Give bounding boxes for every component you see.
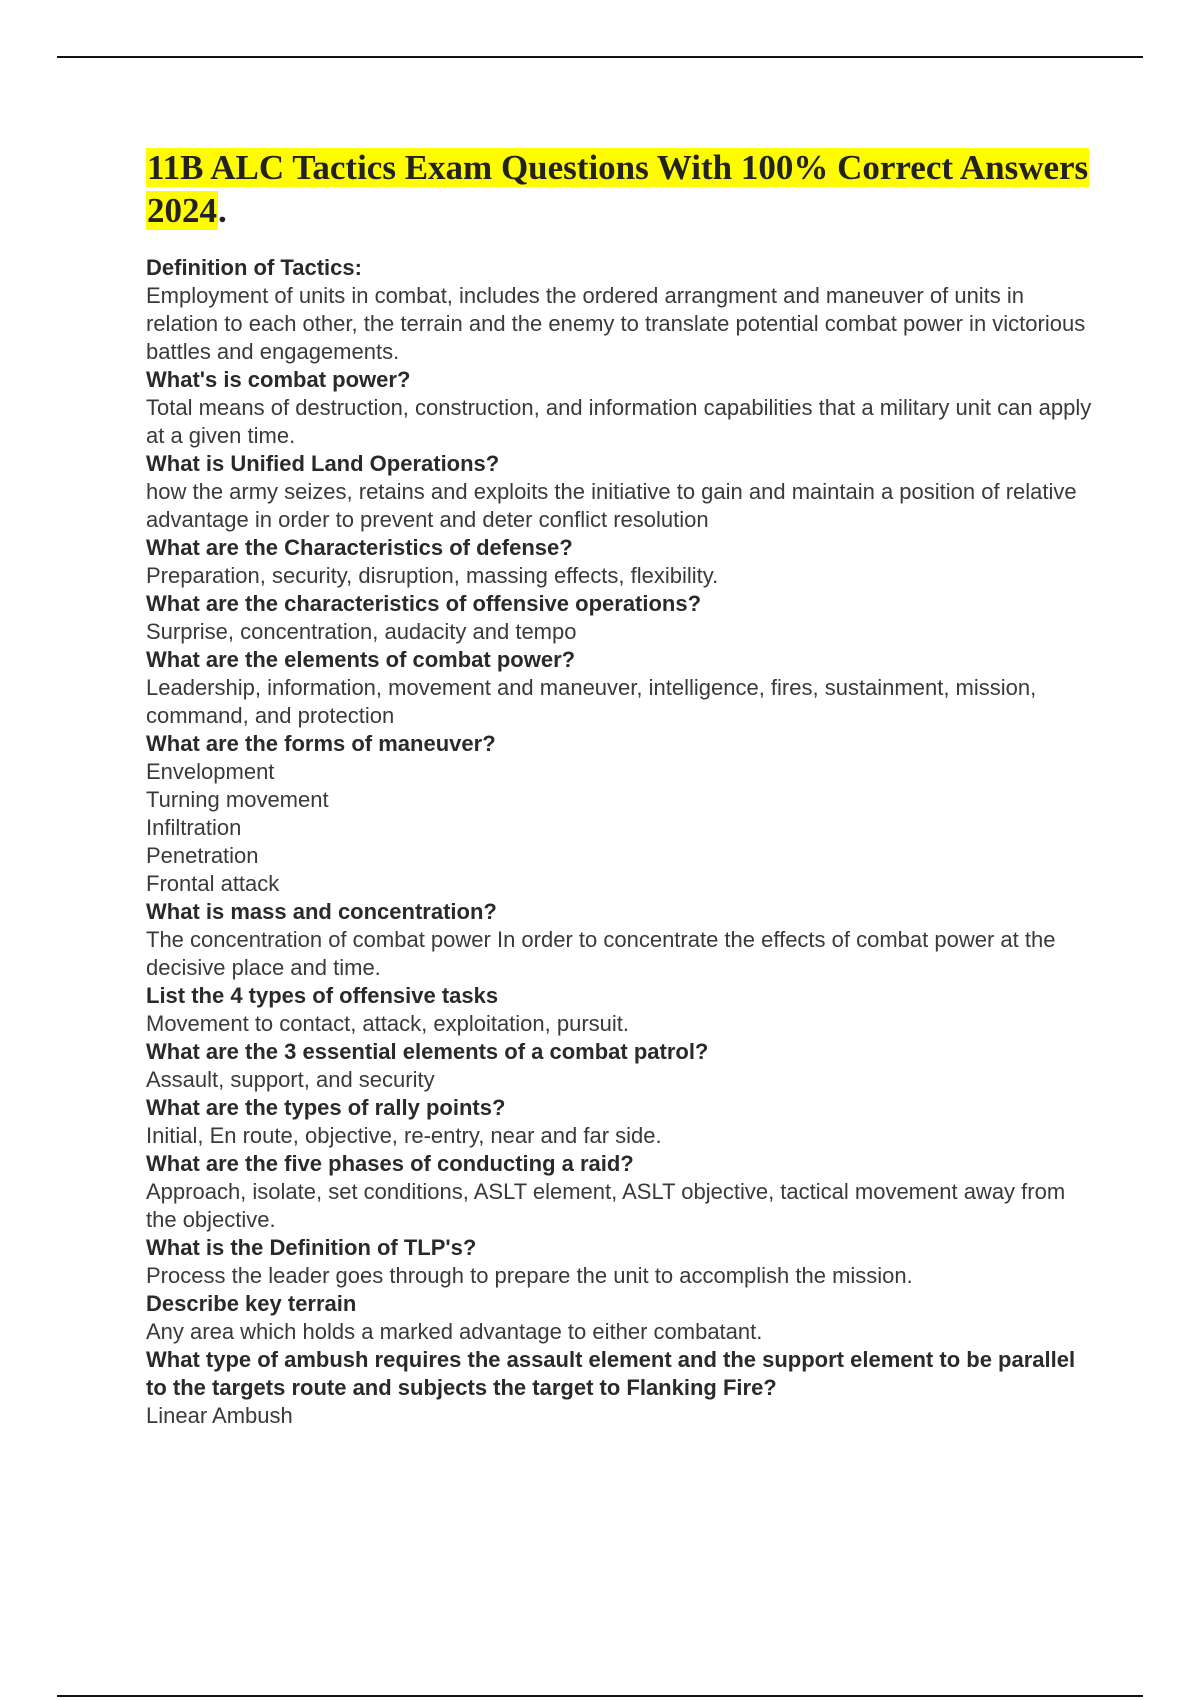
answer-line: Total means of destruction, construction, and information capabilities that a military unit can apply at a given time. (146, 395, 1092, 448)
question: What type of ambush requires the assault element and the support element to be parallel to the targets route and subjects the target to Flanking Fire? (146, 1347, 1076, 1400)
question: What's is combat power? (146, 367, 411, 392)
answer-line: Any area which holds a marked advantage to either combatant. (146, 1319, 763, 1344)
question: Describe key terrain (146, 1291, 357, 1316)
question: List the 4 types of offensive tasks (146, 983, 499, 1008)
answer-line: Employment of units in combat, includes the ordered arrangment and maneuver of units in relation to each other, the terrain and the enemy to translate potential combat power in victorious battles and engagements. (146, 283, 1086, 364)
answer-line: Turning movement (146, 787, 329, 812)
answer-line: Leadership, information, movement and maneuver, intelligence, fires, sustainment, mission, command, and protection (146, 675, 1037, 728)
answer (146, 926, 1096, 982)
answer (146, 394, 1096, 450)
answer (146, 478, 1096, 534)
question: What are the forms of maneuver? (146, 731, 496, 756)
answer (146, 282, 1096, 366)
question: Definition of Tactics: (146, 255, 362, 280)
answer (146, 1178, 1096, 1234)
question: What are the characteristics of offensive operations? (146, 591, 702, 616)
answer (146, 1402, 1096, 1430)
answer (146, 1122, 1096, 1150)
bottom-rule (57, 1695, 1143, 1697)
answer-line: Assault, support, and security (146, 1067, 435, 1092)
answer-line: The concentration of combat power In order to concentrate the effects of combat power at the decisive place and time. (146, 927, 1056, 980)
answer-line: Frontal attack (146, 871, 280, 896)
question: What are the 3 essential elements of a combat patrol? (146, 1039, 709, 1064)
question: What are the Characteristics of defense? (146, 535, 573, 560)
qa-list (146, 254, 1096, 1430)
question: What are the types of rally points? (146, 1095, 506, 1120)
answer (146, 758, 1096, 898)
question: What are the five phases of conducting a raid? (146, 1151, 634, 1176)
answer-line: Process the leader goes through to prepare the unit to accomplish the mission. (146, 1263, 913, 1288)
answer (146, 618, 1096, 646)
answer-line: Preparation, security, disruption, massing effects, flexibility. (146, 563, 719, 588)
title-suffix: . (218, 191, 227, 230)
answer-line: Penetration (146, 843, 259, 868)
answer-line: how the army seizes, retains and exploits the initiative to gain and maintain a position of relative advantage in order to prevent and deter conflict resolution (146, 479, 1077, 532)
answer (146, 674, 1096, 730)
question: What is mass and concentration? (146, 899, 497, 924)
answer-line: Initial, En route, objective, re-entry, near and far side. (146, 1123, 662, 1148)
answer-line: Infiltration (146, 815, 242, 840)
answer (146, 1066, 1096, 1094)
answer (146, 1010, 1096, 1038)
answer-line: Envelopment (146, 759, 275, 784)
answer-line: Approach, isolate, set conditions, ASLT element, ASLT objective, tactical movement away from the objective. (146, 1179, 1066, 1232)
document-body (146, 146, 1096, 1430)
answer (146, 1318, 1096, 1346)
question: What is the Definition of TLP's? (146, 1235, 477, 1260)
answer-line: Linear Ambush (146, 1403, 293, 1428)
title-highlight: 11B ALC Tactics Exam Questions With 100% Correct Answers 2024 (147, 148, 1089, 230)
answer (146, 1262, 1096, 1290)
question: What are the elements of combat power? (146, 647, 576, 672)
answer-line: Movement to contact, attack, exploitation, pursuit. (146, 1011, 630, 1036)
answer-line: Surprise, concentration, audacity and tempo (146, 619, 577, 644)
question: What is Unified Land Operations? (146, 451, 500, 476)
answer (146, 562, 1096, 590)
top-rule (57, 56, 1143, 58)
document-title (146, 146, 1096, 232)
